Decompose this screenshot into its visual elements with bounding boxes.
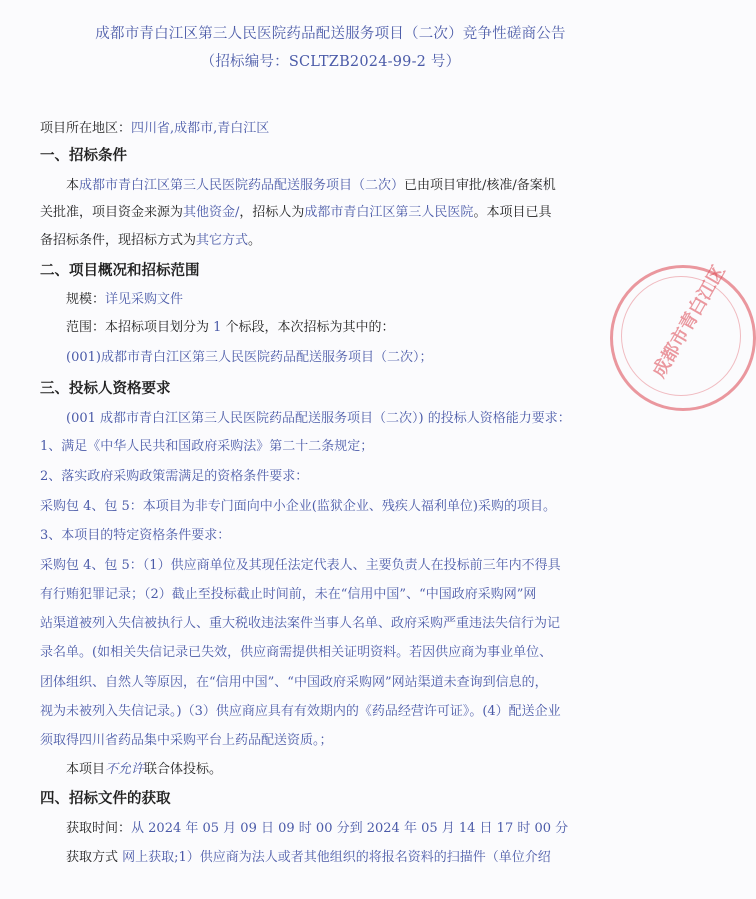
time-label: 获取时间： (66, 821, 132, 836)
s3-item-2-detail: 采购包 4、包 5：本项目为非专门面向中小企业(监狱企业、残疾人福利单位)采购的项目。 (40, 499, 556, 514)
tender-number: （招标编号：SCLTZB2024-99-2 号） (200, 54, 461, 70)
s3-detail-line-7: 须取得四川省药品集中采购平台上药品配送资质。； (40, 733, 333, 748)
s3-detail-line-1: 采购包 4、包 5：（1）供应商单位及其现任法定代表人、主要负责人在投标前三年内不得具 (40, 558, 561, 573)
s2-scale (66, 290, 183, 310)
s3-consortium (66, 760, 222, 780)
consortium-text: 联合体投标。 (144, 762, 223, 777)
s3-detail-line-4: 录名单。(如相关失信记录已失效，供应商需提供相关证明资料。若因供应商为事业单位、 (40, 645, 553, 660)
scale-value: 详见采购文件 (105, 292, 184, 307)
section-4-heading: 四、招标文件的获取 (40, 790, 171, 807)
s1-text: 关批准，项目资金来源为 (40, 205, 184, 220)
s3-detail-line-6: 视为未被列入失信记录。)（3）供应商应具有有效期内的《药品经营许可证》。(4）配送企业 (40, 704, 561, 719)
method-label: 获取方式 (66, 850, 123, 865)
s3-item-3: 3、本项目的特定资格条件要求： (40, 528, 231, 543)
s1-text: 。本项目已具 (473, 205, 552, 220)
s2-range (66, 318, 395, 338)
s3-item-1: 1、满足《中华人民共和国政府采购法》第二十二条规定； (40, 439, 374, 454)
section-1-heading: 一、招标条件 (40, 147, 127, 164)
s1-text: 本 (66, 178, 80, 193)
official-seal (610, 261, 756, 411)
consortium-value: 不允许 (105, 762, 145, 777)
scale-label: 规模： (66, 292, 106, 307)
range-count: 1 (213, 320, 222, 335)
s1-line-2 (40, 203, 551, 223)
s1-text: 已由项目审批/核准/备案机 (404, 178, 556, 193)
s1-text: 备招标条件，现招标方式为 (40, 233, 197, 248)
seal-text: 成都市青白江区 (648, 261, 730, 382)
range-text: 范围：本招标项目划分为 (66, 320, 214, 335)
consortium-text: 本项目 (66, 762, 106, 777)
s3-detail-line-2: 有行贿犯罪记录；（2）截止至投标截止时间前，未在“信用中国”、“中国政府采购网”网 (40, 587, 537, 602)
section-3-heading: 三、投标人资格要求 (40, 380, 171, 397)
s1-line-1 (66, 176, 556, 196)
document-title: 成都市青白江区第三人民医院药品配送服务项目（二次）竞争性磋商公告 (95, 26, 566, 42)
s1-tender-method: 其它方式 (196, 233, 249, 248)
s1-line-3 (40, 231, 261, 251)
time-value: 从 2024 年 05 月 09 日 09 时 00 分到 2024 年 05 月 14 日 17 时 00 分 (131, 821, 569, 836)
s2-package: (001)成都市青白江区第三人民医院药品配送服务项目（二次）； (66, 350, 433, 365)
s1-tenderer: 成都市青白江区第三人民医院 (304, 205, 474, 220)
s3-detail-line-3: 站渠道被列入失信被执行人、重大税收违法案件当事人名单、政府采购严重违法失信行为记 (40, 616, 561, 631)
s3-detail-line-5: 团体组织、自然人等原因，在“信用中国”、“中国政府采购网”网站渠道未查询到信息的， (40, 675, 548, 690)
s3-intro: (001 成都市青白江区第三人民医院药品配送服务项目（二次）) 的投标人资格能力要求： (66, 411, 571, 426)
method-value: 网上获取;1）供应商为法人或者其他组织的将报名资料的扫描件（单位介绍 (122, 850, 551, 865)
project-location (40, 119, 269, 139)
s3-item-2: 2、落实政府采购政策需满足的资格条件要求： (40, 469, 309, 484)
s4-time (66, 819, 568, 839)
location-value: 四川省,成都市,青白江区 (131, 121, 270, 136)
s1-text: 。 (248, 233, 262, 248)
range-text: 个标段，本次招标为其中的： (221, 320, 395, 335)
location-label: 项目所在地区： (40, 121, 132, 136)
section-2-heading: 二、项目概况和招标范围 (40, 262, 200, 279)
s1-text: ，招标人为 (239, 205, 305, 220)
s4-method (66, 848, 551, 868)
s1-project-name: 成都市青白江区第三人民医院药品配送服务项目（二次） (79, 178, 405, 193)
s1-fund-source: 其他资金/ (183, 205, 240, 220)
